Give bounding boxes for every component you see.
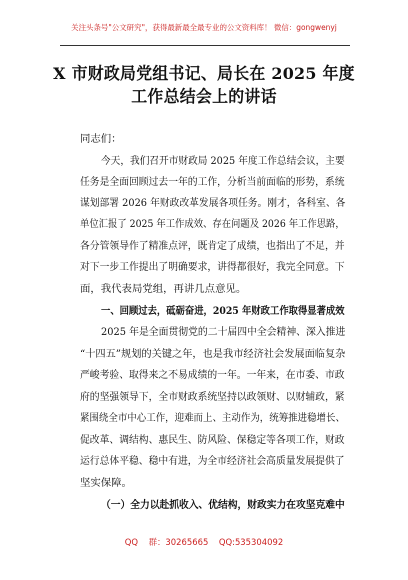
paragraph-line: 坚实保障。 (80, 477, 132, 489)
paragraph-line: 面，我代表局党组，再讲几点意见。 (80, 283, 247, 295)
document-title-line-1: X 市财政局党组书记、局长在 2025 年度 (53, 64, 355, 83)
footer-contact (4, 536, 404, 548)
header-divider (60, 45, 350, 46)
paragraph-line: 严峻考验、取得来之不易成绩的一年。一年来，在市委、市政 (80, 369, 345, 381)
paragraph-line: 促改革、调结构、惠民生、防风险、保稳定等各项工作，财政 (80, 434, 345, 446)
paragraph-line: 紧围绕全市中心工作，迎难而上、主动作为，统筹推进稳增长、 (80, 412, 345, 424)
paragraph-line: 谋划部署 2026 年财政改革发展各项任务。刚才，各科室、各 (80, 197, 346, 209)
header-watermark-note: 关注头条号"公文研究"，获得最新最全最专业的公文资料库！ 微信：gongwenyj (71, 23, 337, 32)
paragraph-line: 2025 年是全面贯彻党的二十届四中全会精神、深入推进 (101, 326, 346, 338)
paragraph-line: 各分管领导作了精准点评，既肯定了成绩，也指出了不足，并 (80, 240, 345, 252)
footer-qq-group: QQ 群：30265665 (124, 538, 209, 548)
document-title-line-2: 工作总结会上的讲话 (131, 87, 277, 106)
paragraph-line: 今天，我们召开市财政局 2025 年度工作总结会议，主要 (101, 155, 345, 167)
paragraph-line: 单位汇报了 2025 年工作成效、存在问题及 2026 年工作思路， (80, 218, 345, 230)
footer-qq: QQ:535304092 (218, 538, 284, 548)
paragraph-line: “十四五”规划的关键之年，也是我市经济社会发展面临复杂 (80, 348, 346, 360)
section-heading-line: （一）全力以赴抓收入、优结构，财政实力在攻坚克难中 (101, 499, 345, 511)
paragraph-line: 任务是全面回顾过去一年的工作，分析当前面临的形势，系统 (80, 176, 345, 188)
paragraph-line: 同志们： (80, 133, 122, 145)
paragraph-line: 府的坚强领导下，全市财政系统坚持以政领财、以财辅政，紧 (80, 391, 345, 403)
section-heading-line: 一、回顾过去，砥砺奋进，2025 年财政工作取得显著成效 (101, 305, 345, 317)
paragraph-line: 对下一步工作提出了明确要求，讲得都很好，我完全同意。下 (80, 261, 345, 273)
paragraph-line: 运行总体平稳、稳中有进，为全市经济社会高质量发展提供了 (80, 455, 345, 467)
